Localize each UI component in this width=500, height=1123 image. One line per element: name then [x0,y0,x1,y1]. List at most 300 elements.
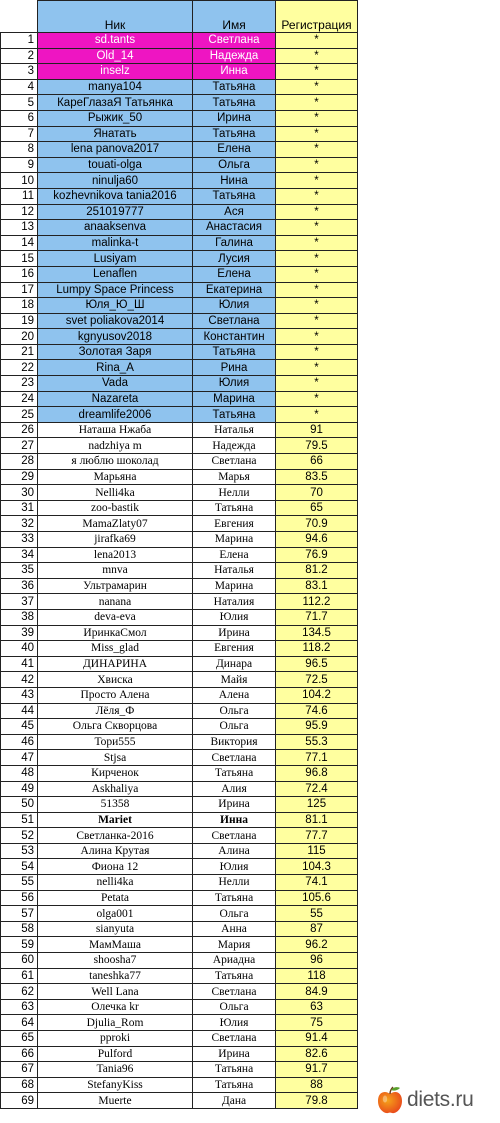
nick-cell: ИринкаСмол [38,625,193,641]
table-row [1,1046,358,1062]
name-cell: Надежда [193,438,276,454]
registration-cell: 71.7 [276,609,358,625]
registration-cell: * [276,95,358,111]
registration-cell: * [276,298,358,314]
row-number-cell: 13 [1,220,38,236]
nick-cell: nadzhiya m [38,438,193,454]
registration-cell: 118.2 [276,641,358,657]
registration-cell: * [276,344,358,360]
table-row [1,376,358,392]
nick-cell: Lumpy Space Princess [38,282,193,298]
row-number-cell: 3 [1,64,38,80]
nick-cell: Наташа Нжаба [38,422,193,438]
name-cell: Алена [193,687,276,703]
table-row [1,407,358,423]
row-number-cell: 22 [1,360,38,376]
row-number-cell: 59 [1,937,38,953]
table-row [1,188,358,204]
name-cell: Виктория [193,734,276,750]
registration-cell: * [276,407,358,423]
name-cell: Марья [193,469,276,485]
row-number-cell: 58 [1,921,38,937]
row-number-cell: 8 [1,142,38,158]
registration-cell: 72.5 [276,672,358,688]
name-cell: Екатерина [193,282,276,298]
registration-cell: 104.3 [276,859,358,875]
registration-cell: 74.6 [276,703,358,719]
name-cell: Татьяна [193,1062,276,1078]
name-cell: Наталья [193,422,276,438]
name-cell: Ирина [193,1046,276,1062]
table-row [1,687,358,703]
name-cell: Светлана [193,1031,276,1047]
nick-cell: touati-olga [38,157,193,173]
table-row [1,1015,358,1031]
name-cell: Майя [193,672,276,688]
row-number-cell: 43 [1,687,38,703]
name-cell: Алия [193,781,276,797]
table-row [1,999,358,1015]
registration-cell: 96 [276,953,358,969]
row-number-cell: 66 [1,1046,38,1062]
nick-cell: КареГлазаЯ Татьянка [38,95,193,111]
table-row [1,1093,358,1109]
nick-cell: pproki [38,1031,193,1047]
nick-cell: Lusiyam [38,251,193,267]
registration-cell: * [276,360,358,376]
name-cell: Светлана [193,750,276,766]
name-cell: Ирина [193,625,276,641]
nick-cell: jirafka69 [38,532,193,548]
row-number-cell: 25 [1,407,38,423]
row-number-cell: 33 [1,532,38,548]
registration-cell: 66 [276,454,358,470]
header-row [1,1,358,33]
name-cell: Юлия [193,376,276,392]
registration-cell: 91.4 [276,1031,358,1047]
brand-text: diets.ru [407,1088,474,1111]
nick-cell: lena panova2017 [38,142,193,158]
table-row [1,812,358,828]
registration-cell: 112.2 [276,594,358,610]
table-row [1,750,358,766]
name-cell: Татьяна [193,188,276,204]
row-number-cell: 62 [1,984,38,1000]
registration-cell: 70.9 [276,516,358,532]
nick-cell: Tania96 [38,1062,193,1078]
row-number-cell: 1 [1,33,38,49]
registration-cell: 76.9 [276,547,358,563]
nick-cell: Лёля_Ф [38,703,193,719]
nick-cell: kgnyusov2018 [38,329,193,345]
registration-cell: 83.1 [276,578,358,594]
name-cell: Марина [193,578,276,594]
table-row [1,516,358,532]
nick-cell: Miss_glad [38,641,193,657]
table-row [1,313,358,329]
nick-cell: Vada [38,376,193,392]
nick-cell: Юля_Ю_Ш [38,298,193,314]
nick-cell: zoo-bastik [38,500,193,516]
row-number-cell: 11 [1,188,38,204]
nick-cell: Djulia_Rom [38,1015,193,1031]
nick-cell: Stjsa [38,750,193,766]
nick-cell: я люблю шоколад [38,454,193,470]
nick-cell: sd.tants [38,33,193,49]
nick-cell: Askhaliya [38,781,193,797]
row-number-cell: 63 [1,999,38,1015]
table-row [1,48,358,64]
row-number-cell: 44 [1,703,38,719]
registration-cell: 55.3 [276,734,358,750]
registration-cell: * [276,157,358,173]
row-number-cell: 15 [1,251,38,267]
registration-cell: 72.4 [276,781,358,797]
name-cell: Ольга [193,999,276,1015]
row-number-cell: 40 [1,641,38,657]
table-row [1,656,358,672]
row-number-cell: 12 [1,204,38,220]
table-row [1,625,358,641]
name-cell: Татьяна [193,1077,276,1093]
registration-cell: * [276,313,358,329]
nick-cell: olga001 [38,906,193,922]
registration-cell: 81.1 [276,812,358,828]
registration-cell: * [276,235,358,251]
nick-cell: Petata [38,890,193,906]
nick-cell: Nazareta [38,391,193,407]
row-number-cell: 50 [1,797,38,813]
table-row [1,500,358,516]
row-number-cell: 69 [1,1093,38,1109]
nick-cell: ДИНАРИНА [38,656,193,672]
table-row [1,360,358,376]
nick-cell: Фиона 12 [38,859,193,875]
registration-cell: 95.9 [276,719,358,735]
nick-cell: ninulja60 [38,173,193,189]
nick-cell: StefanyKiss [38,1077,193,1093]
row-number-cell: 35 [1,563,38,579]
row-number-cell: 47 [1,750,38,766]
row-number-cell: 16 [1,266,38,282]
nick-cell: nelli4ka [38,875,193,891]
registration-cell: 118 [276,968,358,984]
name-cell: Ольга [193,719,276,735]
table-row [1,79,358,95]
nick-cell: Rina_A [38,360,193,376]
nick-cell: Mariet [38,812,193,828]
table-row [1,984,358,1000]
table-row [1,921,358,937]
table-row [1,33,358,49]
table-row [1,251,358,267]
table-row [1,875,358,891]
row-number-cell: 49 [1,781,38,797]
row-number-cell: 46 [1,734,38,750]
table-row [1,890,358,906]
nick-cell: Марьяна [38,469,193,485]
row-number-cell: 9 [1,157,38,173]
row-number-cell: 23 [1,376,38,392]
table-row [1,173,358,189]
table-row [1,235,358,251]
row-number-cell: 18 [1,298,38,314]
registration-cell: 104.2 [276,687,358,703]
table-row [1,859,358,875]
name-cell: Ася [193,204,276,220]
registration-cell: 63 [276,999,358,1015]
row-number-cell: 38 [1,609,38,625]
name-cell: Марина [193,532,276,548]
table-row [1,64,358,80]
nick-cell: Тори555 [38,734,193,750]
table-row [1,1062,358,1078]
table-row [1,220,358,236]
name-cell: Лусия [193,251,276,267]
apple-icon [376,1085,404,1115]
table-row [1,641,358,657]
nick-cell: malinka-t [38,235,193,251]
row-number-cell: 27 [1,438,38,454]
row-number-cell: 42 [1,672,38,688]
table-row [1,438,358,454]
name-cell: Светлана [193,313,276,329]
table-row [1,563,358,579]
table-row [1,204,358,220]
name-cell: Марина [193,391,276,407]
nick-cell: Old_14 [38,48,193,64]
row-number-cell: 45 [1,719,38,735]
registration-cell: 87 [276,921,358,937]
table-row [1,344,358,360]
table-row [1,422,358,438]
row-number-cell: 52 [1,828,38,844]
name-cell: Татьяна [193,968,276,984]
name-cell: Юлия [193,609,276,625]
name-cell: Нина [193,173,276,189]
name-cell: Татьяна [193,407,276,423]
nick-cell: mnva [38,563,193,579]
name-cell: Анна [193,921,276,937]
table-row [1,609,358,625]
table-row [1,968,358,984]
row-number-cell: 60 [1,953,38,969]
nick-cell: Хвиска [38,672,193,688]
name-cell: Елена [193,142,276,158]
registration-cell: 96.8 [276,765,358,781]
registration-cell: 134.5 [276,625,358,641]
table-row [1,110,358,126]
registration-cell: 81.2 [276,563,358,579]
nick-cell: MamaZlaty07 [38,516,193,532]
nick-cell: Просто Алена [38,687,193,703]
table-row [1,157,358,173]
name-cell: Татьяна [193,500,276,516]
nick-cell: lena2013 [38,547,193,563]
nick-cell: anaaksenva [38,220,193,236]
registration-cell: 65 [276,500,358,516]
registration-cell: 84.9 [276,984,358,1000]
name-cell: Татьяна [193,890,276,906]
nick-cell: deva-eva [38,609,193,625]
registration-cell: 96.5 [276,656,358,672]
nick-cell: Алина Крутая [38,843,193,859]
registration-cell: * [276,173,358,189]
registration-cell: 82.6 [276,1046,358,1062]
nick-cell: Pulford [38,1046,193,1062]
name-cell: Дана [193,1093,276,1109]
registration-cell: 91.7 [276,1062,358,1078]
row-number-cell: 2 [1,48,38,64]
registration-cell: * [276,64,358,80]
registration-cell: * [276,79,358,95]
nick-cell: 51358 [38,797,193,813]
row-number-cell: 55 [1,875,38,891]
row-number-cell: 51 [1,812,38,828]
table-row [1,1031,358,1047]
row-number-cell: 5 [1,95,38,111]
nick-cell: Ультрамарин [38,578,193,594]
table-row [1,578,358,594]
name-cell: Евгения [193,641,276,657]
nick-cell: Lenaflen [38,266,193,282]
name-cell: Наталья [193,563,276,579]
registration-cell: 55 [276,906,358,922]
registration-cell: 74.1 [276,875,358,891]
registration-cell: 79.5 [276,438,358,454]
name-cell: Татьяна [193,126,276,142]
name-cell: Светлана [193,828,276,844]
nick-cell: Muerte [38,1093,193,1109]
registration-cell: * [276,220,358,236]
nick-cell: svet poliakova2014 [38,313,193,329]
row-number-cell: 19 [1,313,38,329]
registration-cell: 77.7 [276,828,358,844]
registration-cell: 96.2 [276,937,358,953]
corner-cell [1,1,38,33]
table-row [1,797,358,813]
nick-cell: manya104 [38,79,193,95]
nick-cell: inselz [38,64,193,80]
row-number-cell: 29 [1,469,38,485]
table-row [1,765,358,781]
table-row [1,266,358,282]
row-number-cell: 64 [1,1015,38,1031]
registration-cell: 88 [276,1077,358,1093]
nick-cell: Ольга Скворцова [38,719,193,735]
name-cell: Нелли [193,875,276,891]
column-header-nick: Ник [38,1,193,33]
name-cell: Константин [193,329,276,345]
row-number-cell: 31 [1,500,38,516]
name-cell: Ольга [193,703,276,719]
name-cell: Инна [193,64,276,80]
table-row [1,547,358,563]
nick-cell: taneshka77 [38,968,193,984]
registration-cell: * [276,33,358,49]
name-cell: Юлия [193,298,276,314]
name-cell: Светлана [193,454,276,470]
row-number-cell: 37 [1,594,38,610]
row-number-cell: 7 [1,126,38,142]
table-row [1,719,358,735]
table-row [1,298,358,314]
registration-cell: 115 [276,843,358,859]
row-number-cell: 4 [1,79,38,95]
nick-cell: Олечка kr [38,999,193,1015]
nick-cell: Кирченок [38,765,193,781]
row-number-cell: 24 [1,391,38,407]
row-number-cell: 21 [1,344,38,360]
row-number-cell: 14 [1,235,38,251]
row-number-cell: 54 [1,859,38,875]
row-number-cell: 6 [1,110,38,126]
row-number-cell: 61 [1,968,38,984]
row-number-cell: 17 [1,282,38,298]
table-row [1,126,358,142]
name-cell: Ольга [193,157,276,173]
registration-cell: * [276,142,358,158]
registration-cell: * [276,48,358,64]
name-cell: Алина [193,843,276,859]
name-cell: Ариадна [193,953,276,969]
row-number-cell: 30 [1,485,38,501]
table-row [1,282,358,298]
name-cell: Инна [193,812,276,828]
registration-cell: 91 [276,422,358,438]
row-number-cell: 34 [1,547,38,563]
table-row [1,469,358,485]
registration-cell: * [276,188,358,204]
table-row [1,454,358,470]
row-number-cell: 32 [1,516,38,532]
name-cell: Ольга [193,906,276,922]
name-cell: Татьяна [193,765,276,781]
row-number-cell: 57 [1,906,38,922]
registration-cell: 70 [276,485,358,501]
name-cell: Светлана [193,33,276,49]
table-row [1,329,358,345]
registration-cell: * [276,376,358,392]
registration-cell: 75 [276,1015,358,1031]
name-cell: Елена [193,547,276,563]
column-header-name: Имя [193,1,276,33]
table-row [1,672,358,688]
table-row [1,594,358,610]
registration-cell: * [276,204,358,220]
row-number-cell: 39 [1,625,38,641]
table-row [1,142,358,158]
name-cell: Елена [193,266,276,282]
registration-cell: 83.5 [276,469,358,485]
table-row [1,532,358,548]
name-cell: Мария [193,937,276,953]
name-cell: Динара [193,656,276,672]
registration-cell: * [276,266,358,282]
table-row [1,703,358,719]
name-cell: Рина [193,360,276,376]
row-number-cell: 10 [1,173,38,189]
nick-cell: Янатать [38,126,193,142]
name-cell: Ирина [193,797,276,813]
table-row [1,843,358,859]
table-row [1,1077,358,1093]
table-row [1,828,358,844]
row-number-cell: 65 [1,1031,38,1047]
name-cell: Татьяна [193,79,276,95]
name-cell: Нелли [193,485,276,501]
nick-cell: sianyuta [38,921,193,937]
